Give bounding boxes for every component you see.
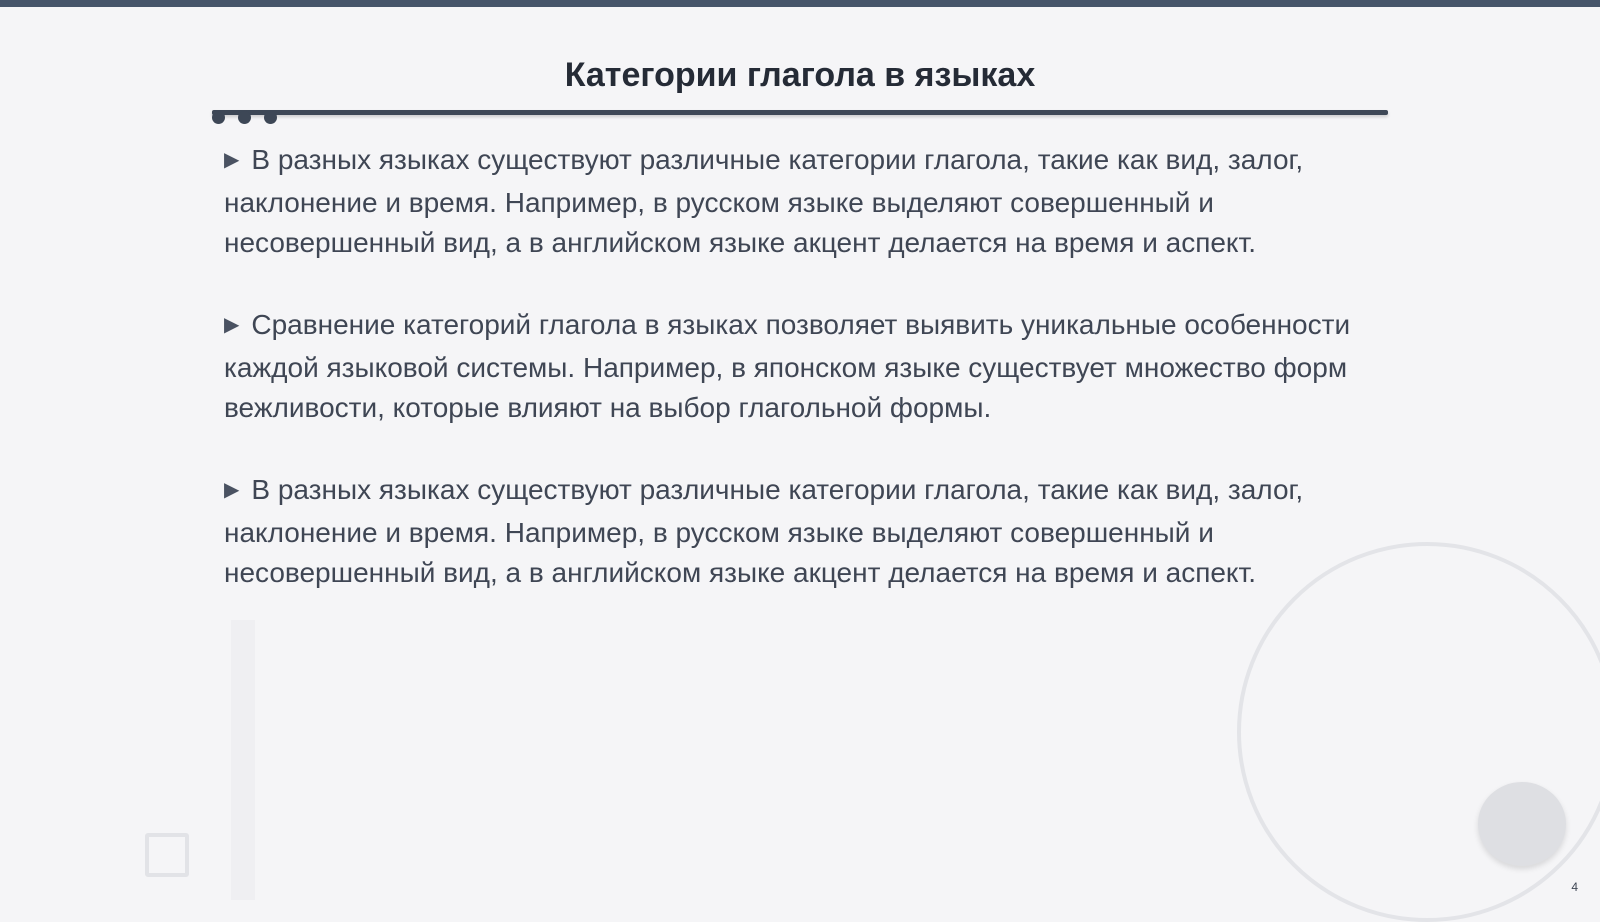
bullet-item bbox=[224, 470, 1384, 593]
bullet-text: В разных языках существуют различные категории глагола, такие как вид, залог, наклонение и время. Например, в русском языке выделяют совершенный и несовершенный вид, а в английском языке акцент делается на время и аспект. bbox=[224, 144, 1304, 258]
triangle-right-icon: ▶ bbox=[224, 149, 240, 171]
decorative-disc bbox=[1478, 782, 1566, 866]
slide-title: Категории глагола в языках bbox=[564, 56, 1036, 94]
top-accent-bar bbox=[0, 0, 1600, 7]
underline-dot bbox=[238, 111, 251, 124]
bullet-text: В разных языках существуют различные категории глагола, такие как вид, залог, наклонение и время. Например, в русском языке выделяют совершенный и несовершенный вид, а в английском языке акцент делается на время и аспект. bbox=[224, 474, 1304, 588]
decorative-stripe bbox=[231, 620, 255, 900]
triangle-right-icon: ▶ bbox=[224, 479, 240, 501]
bullet-item bbox=[224, 305, 1384, 428]
decorative-square bbox=[145, 833, 189, 877]
page-number: 4 bbox=[1571, 880, 1578, 894]
title-underline bbox=[212, 110, 1388, 115]
underline-dot bbox=[264, 111, 277, 124]
triangle-right-icon: ▶ bbox=[224, 314, 240, 336]
bullet-item bbox=[224, 140, 1384, 263]
bullet-list bbox=[224, 140, 1384, 635]
underline-dot bbox=[212, 111, 225, 124]
bullet-text: Сравнение категорий глагола в языках позволяет выявить уникальные особенности каждой языковой системы. Например, в японском языке существует множество форм вежливости, которые влияют на выбор глагольной формы. bbox=[224, 309, 1351, 423]
